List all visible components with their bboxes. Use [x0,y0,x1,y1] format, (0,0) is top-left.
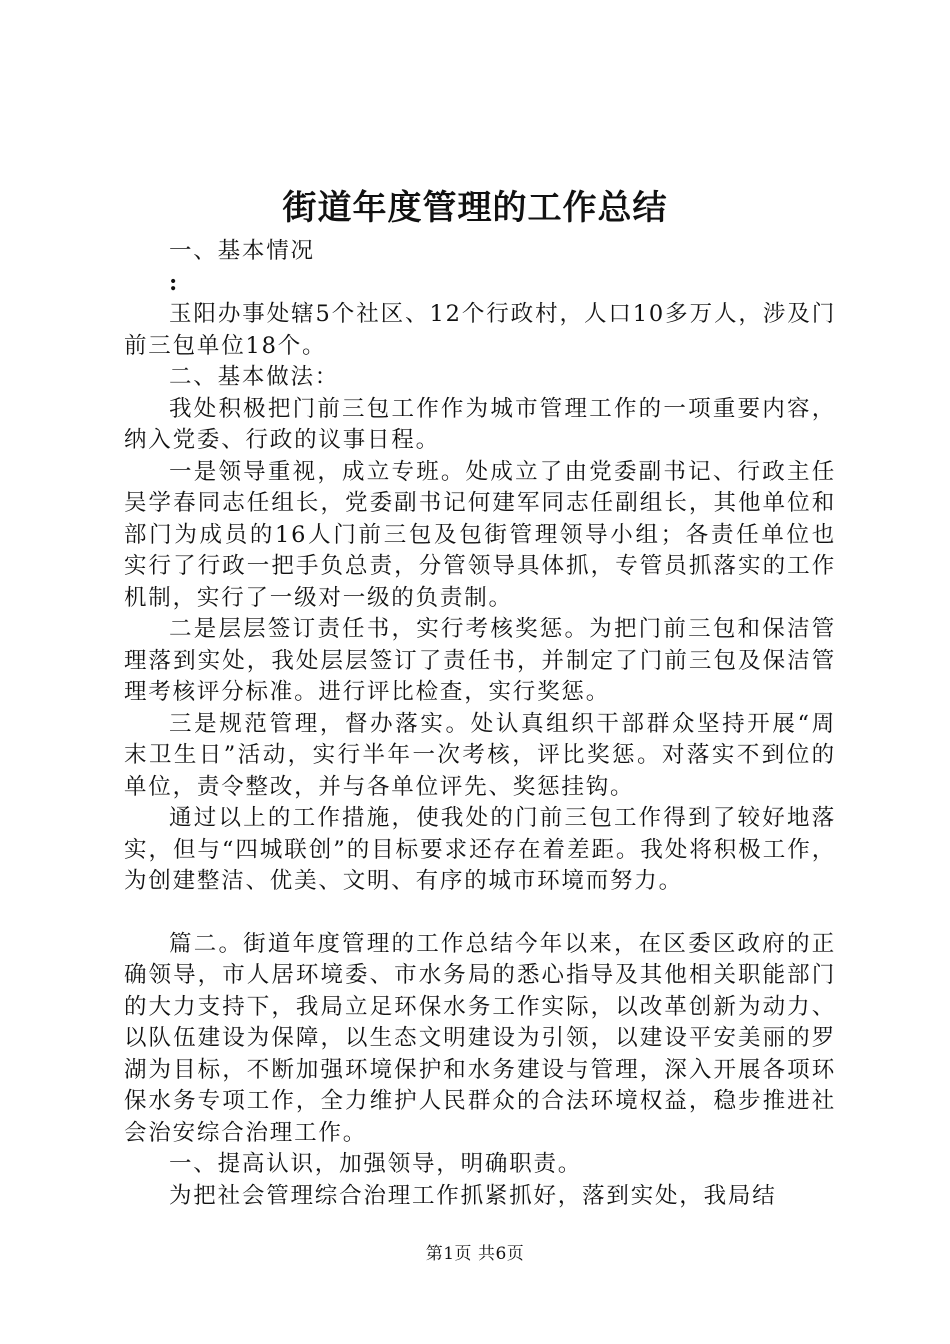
document-title: 街道年度管理的工作总结 [282,188,668,228]
paragraph-heading-basic-methods: 二、基本做法： [169,364,340,390]
paragraph-conclusion: 通过以上的工作措施，使我处的门前三包工作得到了较好地落实，但与“四城联创”的目标要求还存在着差距。我处将积极工作，为创建整洁、优美、文明、有序的城市环境而努力。 [124,805,836,894]
paragraph-agenda: 我处积极把门前三包工作作为城市管理工作的一项重要内容，纳入党委、行政的议事日程。 [124,395,836,453]
paragraph-leadership: 一是领导重视，成立专班。处成立了由党委副书记、行政主任吴学春同志任组长，党委副书记何建军同志任副组长，其他单位和部门为成员的16人门前三包及包街管理领导小组；各责任单位也实行了行政一把手负总责，分管领导具体抓，专管员抓落实的工作机制，实行了一级对一级的负责制。 [124,458,836,611]
paragraph-part-two: 篇二。街道年度管理的工作总结今年以来，在区委区政府的正确领导，市人居环境委、市水务局的悉心指导及其他相关职能部门的大力支持下，我局立足环保水务工作实际，以改革创新为动力、以队伍建设为保障，以生态文明建设为引领，以建设平安美丽的罗湖为目标，不断加强环境保护和水务建设与管理，深入开展各项环保水务专项工作，全力维护人民群众的合法环境权益，稳步推进社会治安综合治理工作。 [124,930,836,1146]
paragraph-heading-awareness: 一、提高认识，加强领导，明确职责。 [169,1151,583,1177]
paragraph-colon: : [169,269,180,296]
paragraph-responsibility: 二是层层签订责任书，实行考核奖惩。为把门前三包和保洁管理落到实处，我处层层签订了责任书，并制定了门前三包及保洁管理考核评分标准。进行评比检查，实行奖惩。 [124,616,836,705]
paragraph-overview: 玉阳办事处辖5个社区、12个行政村，人口10多万人，涉及门前三包单位18个。 [124,301,836,359]
document-body [124,236,836,1212]
paragraph-standard-management: 三是规范管理，督办落实。处认真组织干部群众坚持开展“周末卫生日”活动，实行半年一次考核，评比奖惩。对落实不到位的单位，责令整改，并与各单位评先、奖惩挂钩。 [124,710,836,800]
paragraph-comprehensive-governance: 为把社会管理综合治理工作抓紧抓好，落到实处，我局结 [169,1182,777,1209]
paragraph-heading-basic-situation: 一、基本情况 [169,238,315,264]
page-footer: 第1页 共6页 [425,1244,525,1264]
